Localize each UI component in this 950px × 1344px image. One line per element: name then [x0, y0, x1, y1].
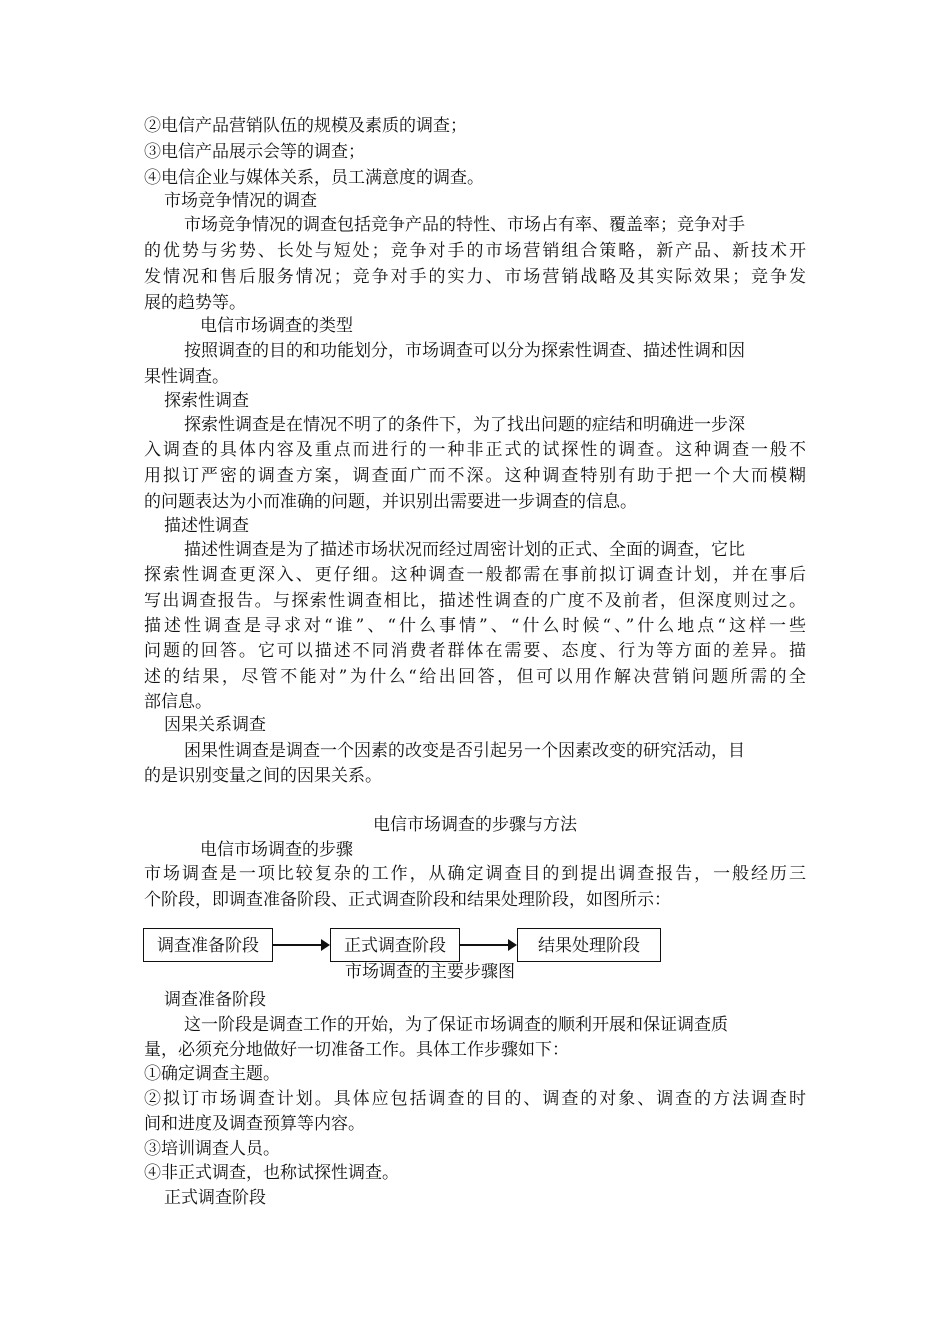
- section-heading: 探索性调查: [164, 391, 249, 411]
- text-line: 描述性调查是寻求对“谁”、“什么事情”、“什么时候“、”什么地点“这样一些: [144, 616, 806, 636]
- text-line: 个阶段，即调查准备阶段、正式调查阶段和结果处理阶段，如图所示：: [144, 890, 671, 910]
- text-line: ①确定调查主题。: [144, 1064, 280, 1084]
- text-line: 入调查的具体内容及重点而进行的一种非正式的试探性的调查。这种调查一般不: [144, 440, 806, 460]
- text-line: 写出调查报告。与探索性调查相比，描述性调查的广度不及前者，但深度则过之。: [144, 591, 806, 611]
- text-line: 问题的回答。它可以描述不同消费者群体在需要、态度、行为等方面的差异。描: [144, 641, 806, 661]
- section-heading: 电信市场调查的步骤: [200, 840, 353, 860]
- text-line: ④非正式调查，也称试探性调查。: [144, 1163, 399, 1183]
- flow-step-box: 调查准备阶段: [143, 928, 273, 962]
- text-line: 部信息。: [144, 692, 212, 712]
- section-heading: 电信市场调查的类型: [200, 316, 353, 336]
- text-line: 展的趋势等。: [144, 293, 246, 313]
- text-line: 果性调查。: [144, 367, 229, 387]
- section-heading: 市场竞争情况的调查: [164, 191, 317, 211]
- text-line: ④电信企业与媒体关系，员工满意度的调查。: [144, 168, 484, 188]
- text-line: 探索性调查更深入、更仔细。这种调查一般都需在事前拟订调查计划，并在事后: [144, 565, 806, 585]
- text-line: 这一阶段是调查工作的开始，为了保证市场调查的顺利开展和保证调查质: [184, 1015, 728, 1035]
- text-line: 描述性调查是为了描述市场状况而经过周密计划的正式、全面的调查，它比: [184, 540, 745, 560]
- flow-arrow: [273, 944, 328, 946]
- figure-caption: 市场调查的主要步骤图: [345, 962, 515, 982]
- section-heading: 调查准备阶段: [164, 990, 266, 1010]
- text-line: 发情况和售后服务情况；竞争对手的实力、市场营销战略及其实际效果；竞争发: [144, 267, 806, 287]
- text-line: 述的结果，尽管不能对”为什么“给出回答，但可以用作解决营销问题所需的全: [144, 667, 806, 687]
- text-line: 间和进度及调查预算等内容。: [144, 1114, 365, 1134]
- text-line: 按照调查的目的和功能划分，市场调查可以分为探索性调查、描述性调和因: [184, 341, 745, 361]
- text-line: ②电信产品营销队伍的规模及素质的调查；: [144, 116, 467, 136]
- section-heading: 描述性调查: [164, 516, 249, 536]
- text-line: 用拟订严密的调查方案，调查面广而不深。这种调查特别有助于把一个大而模糊: [144, 466, 806, 486]
- flow-step-box: 正式调查阶段: [330, 928, 460, 962]
- text-line: 的是识别变量之间的因果关系。: [144, 766, 382, 786]
- text-line: 市场调查是一项比较复杂的工作，从确定调查目的到提出调查报告，一般经历三: [144, 864, 806, 884]
- text-line: ②拟订市场调查计划。具体应包括调查的目的、调查的对象、调查的方法调查时: [144, 1089, 806, 1109]
- text-line: ③培训调查人员。: [144, 1139, 280, 1159]
- text-line: 量，必须充分地做好一切准备工作。具体工作步骤如下：: [144, 1040, 569, 1060]
- flow-step-box: 结果处理阶段: [517, 928, 661, 962]
- text-line: 市场竞争情况的调查包括竞争产品的特性、市场占有率、覆盖率；竞争对手: [184, 215, 745, 235]
- text-line: ③电信产品展示会等的调查；: [144, 142, 365, 162]
- text-line: 的优势与劣势、长处与短处；竞争对手的市场营销组合策略，新产品、新技术开: [144, 241, 806, 261]
- chapter-heading: 电信市场调查的步骤与方法: [373, 815, 577, 835]
- text-line: 的问题表达为小而准确的问题，并识别出需要进一步调查的信息。: [144, 492, 637, 512]
- section-heading: 因果关系调查: [164, 715, 266, 735]
- text-line: 探索性调查是在情况不明了的条件下，为了找出问题的症结和明确进一步深: [184, 415, 745, 435]
- flow-arrow: [460, 944, 515, 946]
- text-line: 困果性调查是调查一个因素的改变是否引起另一个因素改变的研究活动，目: [184, 741, 745, 761]
- section-heading: 正式调查阶段: [164, 1188, 266, 1208]
